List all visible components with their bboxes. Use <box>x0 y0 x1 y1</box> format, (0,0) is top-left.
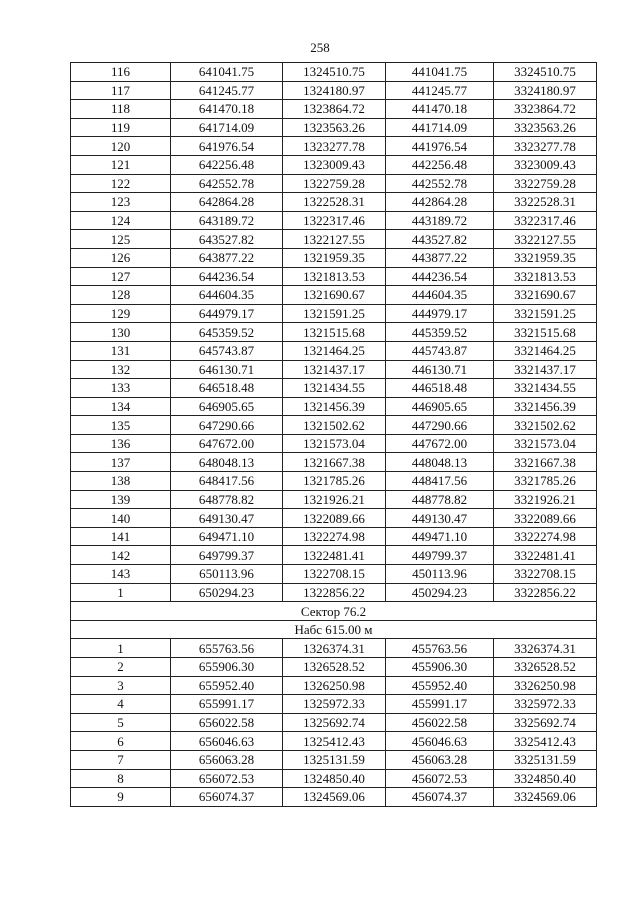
table-cell: 3321690.67 <box>494 286 597 305</box>
table-cell: 1321959.35 <box>283 248 386 267</box>
table-cell: 445359.52 <box>386 323 494 342</box>
table-cell: 1321456.39 <box>283 397 386 416</box>
table-cell: 448417.56 <box>386 472 494 491</box>
table-cell: 137 <box>71 453 171 472</box>
sector-title-row <box>71 602 597 621</box>
table-cell: 1322856.22 <box>283 583 386 602</box>
table-cell: 648778.82 <box>171 490 283 509</box>
table-cell: 1323009.43 <box>283 155 386 174</box>
table-row <box>71 100 597 119</box>
table-cell: 1324569.06 <box>283 788 386 807</box>
table-row <box>71 137 597 156</box>
coordinates-table-part1 <box>71 63 597 602</box>
table-cell: 445743.87 <box>386 341 494 360</box>
table-cell: 455991.17 <box>386 695 494 714</box>
table-cell: 1326374.31 <box>283 639 386 658</box>
table-cell: 443189.72 <box>386 211 494 230</box>
table-cell: 644236.54 <box>171 267 283 286</box>
table-row <box>71 286 597 305</box>
table-cell: 4 <box>71 695 171 714</box>
table-row <box>71 360 597 379</box>
table-cell: 118 <box>71 100 171 119</box>
table-cell: 444236.54 <box>386 267 494 286</box>
table-row <box>71 713 597 732</box>
table-cell: 441976.54 <box>386 137 494 156</box>
table-cell: 3326528.52 <box>494 658 597 677</box>
table-cell: 128 <box>71 286 171 305</box>
table-cell: 5 <box>71 713 171 732</box>
table-cell: 449799.37 <box>386 546 494 565</box>
table-cell: 1324850.40 <box>283 769 386 788</box>
table-cell: 3326374.31 <box>494 639 597 658</box>
table-cell: 650113.96 <box>171 565 283 584</box>
table-cell: 450113.96 <box>386 565 494 584</box>
table-cell: 642552.78 <box>171 174 283 193</box>
table-cell: 3325412.43 <box>494 732 597 751</box>
table-cell: 3321502.62 <box>494 416 597 435</box>
table-cell: 3324850.40 <box>494 769 597 788</box>
table-cell: 1325692.74 <box>283 713 386 732</box>
table-cell: 9 <box>71 788 171 807</box>
table-cell: 448778.82 <box>386 490 494 509</box>
table-cell: 643189.72 <box>171 211 283 230</box>
sector-title: Сектор 76.2 <box>71 602 597 621</box>
table-row <box>71 750 597 769</box>
table-row <box>71 416 597 435</box>
table-cell: 6 <box>71 732 171 751</box>
table-cell: 1322528.31 <box>283 193 386 212</box>
table-cell: 3321437.17 <box>494 360 597 379</box>
table-cell: 3321456.39 <box>494 397 597 416</box>
table-cell: 117 <box>71 81 171 100</box>
table-cell: 1321464.25 <box>283 341 386 360</box>
table-cell: 1321591.25 <box>283 304 386 323</box>
table-cell: 126 <box>71 248 171 267</box>
table-cell: 447672.00 <box>386 434 494 453</box>
table-cell: 641041.75 <box>171 63 283 82</box>
table-cell: 121 <box>71 155 171 174</box>
table-cell: 1321437.17 <box>283 360 386 379</box>
table-cell: 3325692.74 <box>494 713 597 732</box>
table-cell: 142 <box>71 546 171 565</box>
page-number: 258 <box>310 40 330 55</box>
table-row <box>71 211 597 230</box>
table-cell: 455763.56 <box>386 639 494 658</box>
table-cell: 1 <box>71 583 171 602</box>
table-cell: 641714.09 <box>171 118 283 137</box>
table-cell: 447290.66 <box>386 416 494 435</box>
table-cell: 134 <box>71 397 171 416</box>
coordinates-table <box>70 62 597 807</box>
table-cell: 1323277.78 <box>283 137 386 156</box>
table-cell: 456063.28 <box>386 750 494 769</box>
table-cell: 3326250.98 <box>494 676 597 695</box>
table-cell: 649471.10 <box>171 527 283 546</box>
table-cell: 3321785.26 <box>494 472 597 491</box>
sector-height-row <box>71 620 597 639</box>
table-cell: 649130.47 <box>171 509 283 528</box>
table-cell: 655763.56 <box>171 639 283 658</box>
table-cell: 143 <box>71 565 171 584</box>
table-row <box>71 174 597 193</box>
table-cell: 119 <box>71 118 171 137</box>
table-cell: 127 <box>71 267 171 286</box>
table-cell: 441041.75 <box>386 63 494 82</box>
table-cell: 1323864.72 <box>283 100 386 119</box>
table-cell: 3321959.35 <box>494 248 597 267</box>
table-cell: 1326250.98 <box>283 676 386 695</box>
table-row <box>71 583 597 602</box>
table-cell: 122 <box>71 174 171 193</box>
table-cell: 449471.10 <box>386 527 494 546</box>
table-cell: 1321502.62 <box>283 416 386 435</box>
table-cell: 648417.56 <box>171 472 283 491</box>
table-row <box>71 323 597 342</box>
table-cell: 646130.71 <box>171 360 283 379</box>
table-cell: 138 <box>71 472 171 491</box>
table-cell: 1322481.41 <box>283 546 386 565</box>
table-cell: 1 <box>71 639 171 658</box>
table-cell: 1322274.98 <box>283 527 386 546</box>
table-cell: 444979.17 <box>386 304 494 323</box>
table-row <box>71 118 597 137</box>
table-cell: 1322127.55 <box>283 230 386 249</box>
table-cell: 655991.17 <box>171 695 283 714</box>
table-row <box>71 230 597 249</box>
table-row <box>71 434 597 453</box>
table-cell: 455906.30 <box>386 658 494 677</box>
table-cell: 139 <box>71 490 171 509</box>
table-cell: 647290.66 <box>171 416 283 435</box>
table-cell: 140 <box>71 509 171 528</box>
table-cell: 130 <box>71 323 171 342</box>
table-cell: 3323563.26 <box>494 118 597 137</box>
table-cell: 3 <box>71 676 171 695</box>
table-cell: 441714.09 <box>386 118 494 137</box>
table-cell: 641470.18 <box>171 100 283 119</box>
table-cell: 642256.48 <box>171 155 283 174</box>
sector-header <box>71 602 597 639</box>
table-row <box>71 546 597 565</box>
table-cell: 646518.48 <box>171 379 283 398</box>
table-cell: 644979.17 <box>171 304 283 323</box>
table-row <box>71 379 597 398</box>
table-cell: 444604.35 <box>386 286 494 305</box>
table-cell: 3322708.15 <box>494 565 597 584</box>
table-cell: 3321434.55 <box>494 379 597 398</box>
table-row <box>71 453 597 472</box>
table-cell: 3323009.43 <box>494 155 597 174</box>
table-cell: 1321785.26 <box>283 472 386 491</box>
table-row <box>71 81 597 100</box>
table-cell: 3322274.98 <box>494 527 597 546</box>
table-cell: 1322317.46 <box>283 211 386 230</box>
table-cell: 641245.77 <box>171 81 283 100</box>
table-row <box>71 248 597 267</box>
table-cell: 446130.71 <box>386 360 494 379</box>
table-cell: 125 <box>71 230 171 249</box>
table-cell: 129 <box>71 304 171 323</box>
table-row <box>71 769 597 788</box>
table-cell: 1321434.55 <box>283 379 386 398</box>
table-row <box>71 639 597 658</box>
table-cell: 3321591.25 <box>494 304 597 323</box>
table-cell: 1326528.52 <box>283 658 386 677</box>
table-cell: 450294.23 <box>386 583 494 602</box>
table-cell: 656072.53 <box>171 769 283 788</box>
table-cell: 3321515.68 <box>494 323 597 342</box>
table-cell: 136 <box>71 434 171 453</box>
table-row <box>71 193 597 212</box>
table-cell: 1321667.38 <box>283 453 386 472</box>
table-cell: 3322528.31 <box>494 193 597 212</box>
table-cell: 2 <box>71 658 171 677</box>
table-cell: 656074.37 <box>171 788 283 807</box>
table-cell: 442864.28 <box>386 193 494 212</box>
table-cell: 7 <box>71 750 171 769</box>
table-cell: 1321573.04 <box>283 434 386 453</box>
table-row <box>71 304 597 323</box>
table-cell: 1325972.33 <box>283 695 386 714</box>
table-cell: 132 <box>71 360 171 379</box>
table-cell: 3325972.33 <box>494 695 597 714</box>
table-cell: 1322089.66 <box>283 509 386 528</box>
table-cell: 641976.54 <box>171 137 283 156</box>
table-cell: 441470.18 <box>386 100 494 119</box>
table-cell: 3323864.72 <box>494 100 597 119</box>
table-cell: 1323563.26 <box>283 118 386 137</box>
table-cell: 3321464.25 <box>494 341 597 360</box>
table-cell: 3325131.59 <box>494 750 597 769</box>
table-row <box>71 490 597 509</box>
table-cell: 120 <box>71 137 171 156</box>
table-cell: 655952.40 <box>171 676 283 695</box>
table-cell: 645359.52 <box>171 323 283 342</box>
table-cell: 456072.53 <box>386 769 494 788</box>
table-cell: 456022.58 <box>386 713 494 732</box>
table-cell: 644604.35 <box>171 286 283 305</box>
table-cell: 1324180.97 <box>283 81 386 100</box>
coordinates-table-part2 <box>71 639 597 806</box>
table-cell: 646905.65 <box>171 397 283 416</box>
table-cell: 448048.13 <box>386 453 494 472</box>
table-cell: 8 <box>71 769 171 788</box>
table-cell: 443877.22 <box>386 248 494 267</box>
table-cell: 3324510.75 <box>494 63 597 82</box>
table-cell: 1324510.75 <box>283 63 386 82</box>
table-cell: 116 <box>71 63 171 82</box>
table-cell: 442256.48 <box>386 155 494 174</box>
table-cell: 3323277.78 <box>494 137 597 156</box>
table-cell: 3321573.04 <box>494 434 597 453</box>
table-row <box>71 63 597 82</box>
table-cell: 456074.37 <box>386 788 494 807</box>
table-row <box>71 155 597 174</box>
table-cell: 449130.47 <box>386 509 494 528</box>
table-cell: 650294.23 <box>171 583 283 602</box>
table-cell: 643527.82 <box>171 230 283 249</box>
table-cell: 123 <box>71 193 171 212</box>
table-cell: 656063.28 <box>171 750 283 769</box>
table-cell: 141 <box>71 527 171 546</box>
table-cell: 656046.63 <box>171 732 283 751</box>
table-row <box>71 527 597 546</box>
table-cell: 3324569.06 <box>494 788 597 807</box>
table-cell: 3321926.21 <box>494 490 597 509</box>
table-cell: 456046.63 <box>386 732 494 751</box>
table-cell: 645743.87 <box>171 341 283 360</box>
table-cell: 1325131.59 <box>283 750 386 769</box>
table-cell: 3322481.41 <box>494 546 597 565</box>
table-row <box>71 788 597 807</box>
table-cell: 655906.30 <box>171 658 283 677</box>
table-row <box>71 565 597 584</box>
table-row <box>71 695 597 714</box>
table-cell: 443527.82 <box>386 230 494 249</box>
table-cell: 446518.48 <box>386 379 494 398</box>
table-cell: 3322317.46 <box>494 211 597 230</box>
table-cell: 642864.28 <box>171 193 283 212</box>
table-cell: 442552.78 <box>386 174 494 193</box>
sector-height: Набс 615.00 м <box>71 620 597 639</box>
table-cell: 1325412.43 <box>283 732 386 751</box>
table-cell: 1321926.21 <box>283 490 386 509</box>
table-cell: 1321813.53 <box>283 267 386 286</box>
table-cell: 133 <box>71 379 171 398</box>
table-cell: 3322759.28 <box>494 174 597 193</box>
table-cell: 446905.65 <box>386 397 494 416</box>
table-cell: 3322856.22 <box>494 583 597 602</box>
table-row <box>71 397 597 416</box>
table-cell: 3321667.38 <box>494 453 597 472</box>
table-row <box>71 732 597 751</box>
table-cell: 1321515.68 <box>283 323 386 342</box>
table-cell: 131 <box>71 341 171 360</box>
table-row <box>71 676 597 695</box>
table-row <box>71 509 597 528</box>
table-cell: 656022.58 <box>171 713 283 732</box>
table-cell: 3322089.66 <box>494 509 597 528</box>
table-cell: 1322759.28 <box>283 174 386 193</box>
table-cell: 643877.22 <box>171 248 283 267</box>
table-cell: 3321813.53 <box>494 267 597 286</box>
table-cell: 3324180.97 <box>494 81 597 100</box>
table-cell: 649799.37 <box>171 546 283 565</box>
table-row <box>71 267 597 286</box>
table-cell: 1322708.15 <box>283 565 386 584</box>
table-cell: 648048.13 <box>171 453 283 472</box>
table-cell: 135 <box>71 416 171 435</box>
table-cell: 1321690.67 <box>283 286 386 305</box>
table-cell: 647672.00 <box>171 434 283 453</box>
table-cell: 441245.77 <box>386 81 494 100</box>
table-row <box>71 341 597 360</box>
table-cell: 124 <box>71 211 171 230</box>
table-row <box>71 658 597 677</box>
table-cell: 455952.40 <box>386 676 494 695</box>
table-row <box>71 472 597 491</box>
table-cell: 3322127.55 <box>494 230 597 249</box>
